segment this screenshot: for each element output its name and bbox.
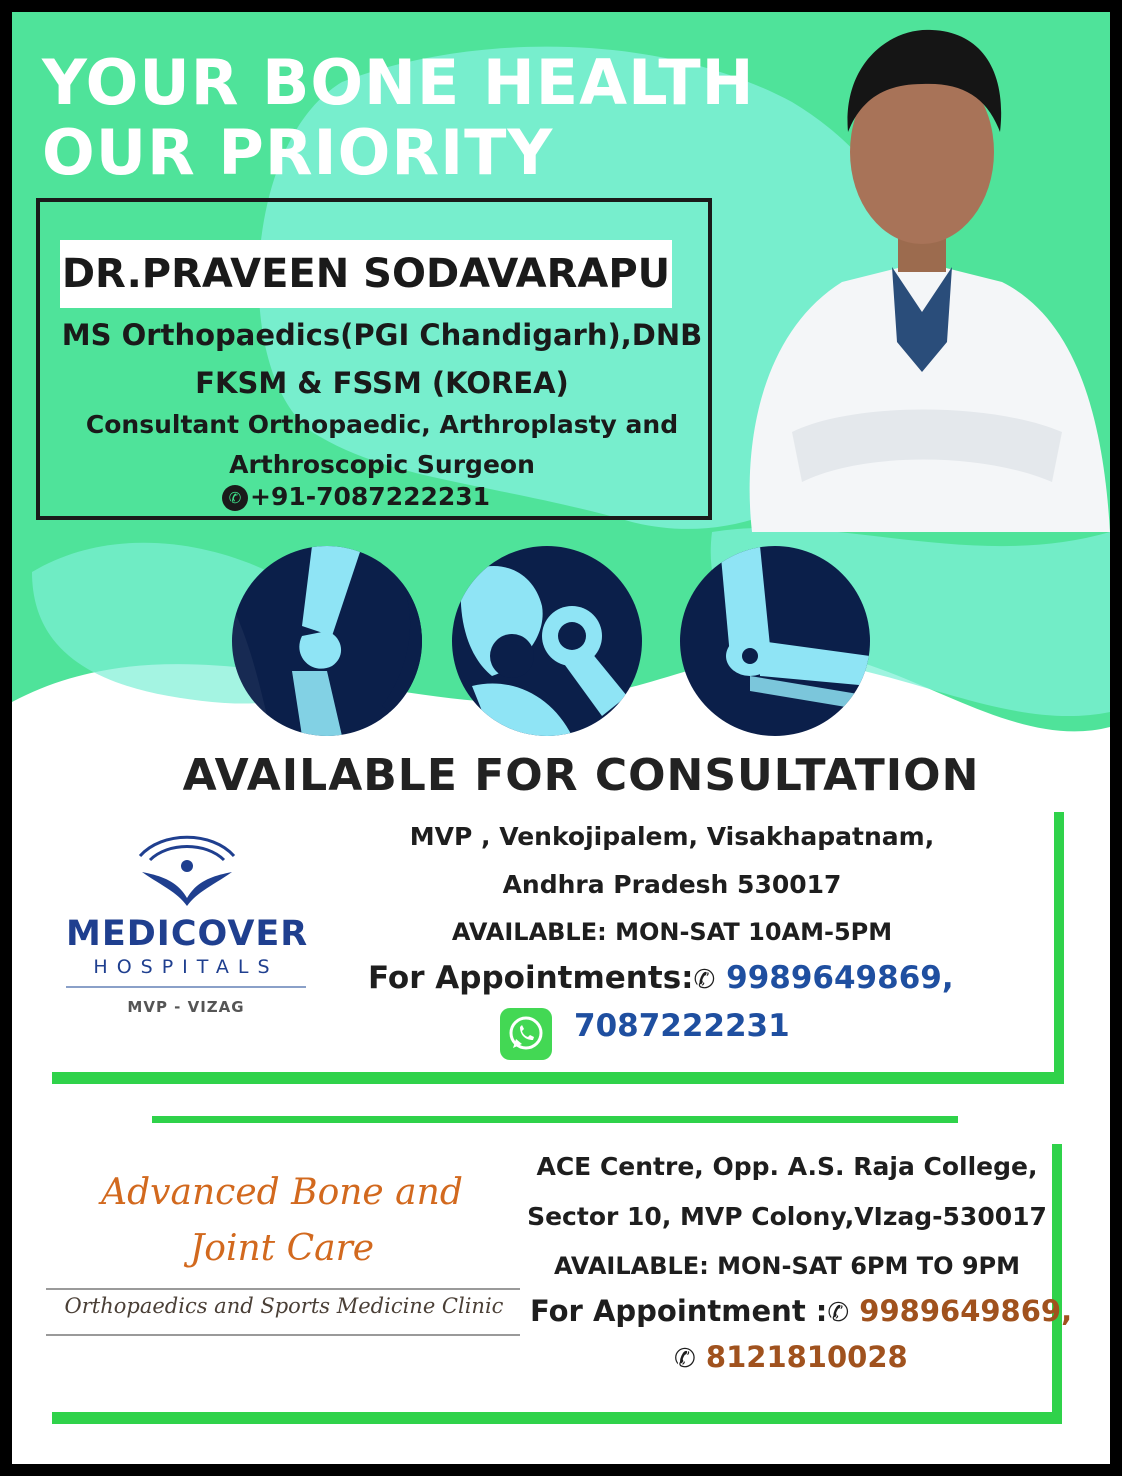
clinic-frame-right — [1052, 1144, 1062, 1422]
headline-line-2: OUR PRIORITY — [42, 116, 554, 189]
clinic-subtitle: Orthopaedics and Sports Medicine Clinic — [64, 1294, 504, 1318]
poster — [12, 12, 1110, 1464]
clinic-name-1: Advanced Bone and — [101, 1172, 463, 1213]
clinic-appointment-label: For Appointment : — [530, 1294, 828, 1328]
doctor-qualification-2: FKSM & FSSM (KOREA) — [195, 366, 569, 400]
clinic-rule-top — [46, 1288, 520, 1290]
clinic-name-2: Joint Care — [189, 1228, 375, 1269]
availability-title: AVAILABLE FOR CONSULTATION — [182, 750, 980, 801]
clinic-hours: AVAILABLE: MON-SAT 6PM TO 9PM — [553, 1252, 1021, 1280]
clinic-phone-1[interactable]: 9989649869, — [859, 1294, 1073, 1328]
medicover-logo-name: MEDICOVER — [66, 914, 309, 954]
medicover-appointments-label: For Appointments: — [368, 960, 694, 996]
medicover-logo-divider — [66, 986, 306, 988]
phone-icon: ✆ — [674, 1344, 696, 1374]
clinic-appointment — [530, 1294, 1072, 1328]
headline — [42, 48, 755, 188]
hip-joint-icon — [452, 546, 642, 736]
medicover-address-1: MVP , Venkojipalem, Visakhapatnam, — [409, 822, 935, 851]
medicover-hours: AVAILABLE: MON-SAT 10AM-5PM — [451, 918, 893, 946]
clinic-phone-2[interactable]: 8121810028 — [705, 1340, 908, 1374]
clinic-frame-bottom — [52, 1412, 1062, 1424]
elbow-joint-icon — [680, 546, 870, 736]
whatsapp-icon — [500, 1008, 552, 1060]
headline-line-1: YOUR BONE HEALTH — [42, 46, 755, 119]
phone-icon: ✆ — [222, 485, 248, 511]
section-divider — [152, 1116, 958, 1123]
doctor-phone[interactable] — [222, 482, 490, 511]
doctor-photo — [732, 12, 1110, 532]
medicover-address-2: Andhra Pradesh 530017 — [502, 870, 842, 899]
doctor-role-1: Consultant Orthopaedic, Arthroplasty and — [85, 410, 679, 439]
knee-joint-icon — [232, 546, 422, 736]
medicover-frame-bottom — [52, 1072, 1064, 1084]
doctor-qualification-1: MS Orthopaedics(PGI Chandigarh),DNB — [61, 318, 703, 352]
phone-icon: ✆ — [827, 1298, 850, 1328]
medicover-logo-icon — [132, 826, 242, 906]
phone-icon: ✆ — [693, 965, 716, 995]
doctor-phone-number: +91-7087222231 — [250, 482, 491, 511]
clinic-rule-bottom — [46, 1334, 520, 1336]
medicover-logo-sub: HOSPITALS — [93, 956, 279, 978]
medicover-phone-1[interactable]: 9989649869, — [726, 960, 954, 996]
doctor-name: DR.PRAVEEN SODAVARAPU — [61, 251, 671, 297]
clinic-address-2: Sector 10, MVP Colony,VIzag-530017 — [527, 1202, 1047, 1231]
clinic-phone-2-row — [674, 1340, 908, 1374]
doctor-role-2: Arthroscopic Surgeon — [229, 450, 535, 479]
medicover-frame-right — [1054, 812, 1064, 1082]
medicover-logo-location: MVP - VIZAG — [127, 998, 245, 1016]
medicover-whatsapp-number[interactable]: 7087222231 — [574, 1008, 790, 1044]
medicover-appointments — [368, 960, 954, 996]
clinic-address-1: ACE Centre, Opp. A.S. Raja College, — [536, 1152, 1038, 1181]
